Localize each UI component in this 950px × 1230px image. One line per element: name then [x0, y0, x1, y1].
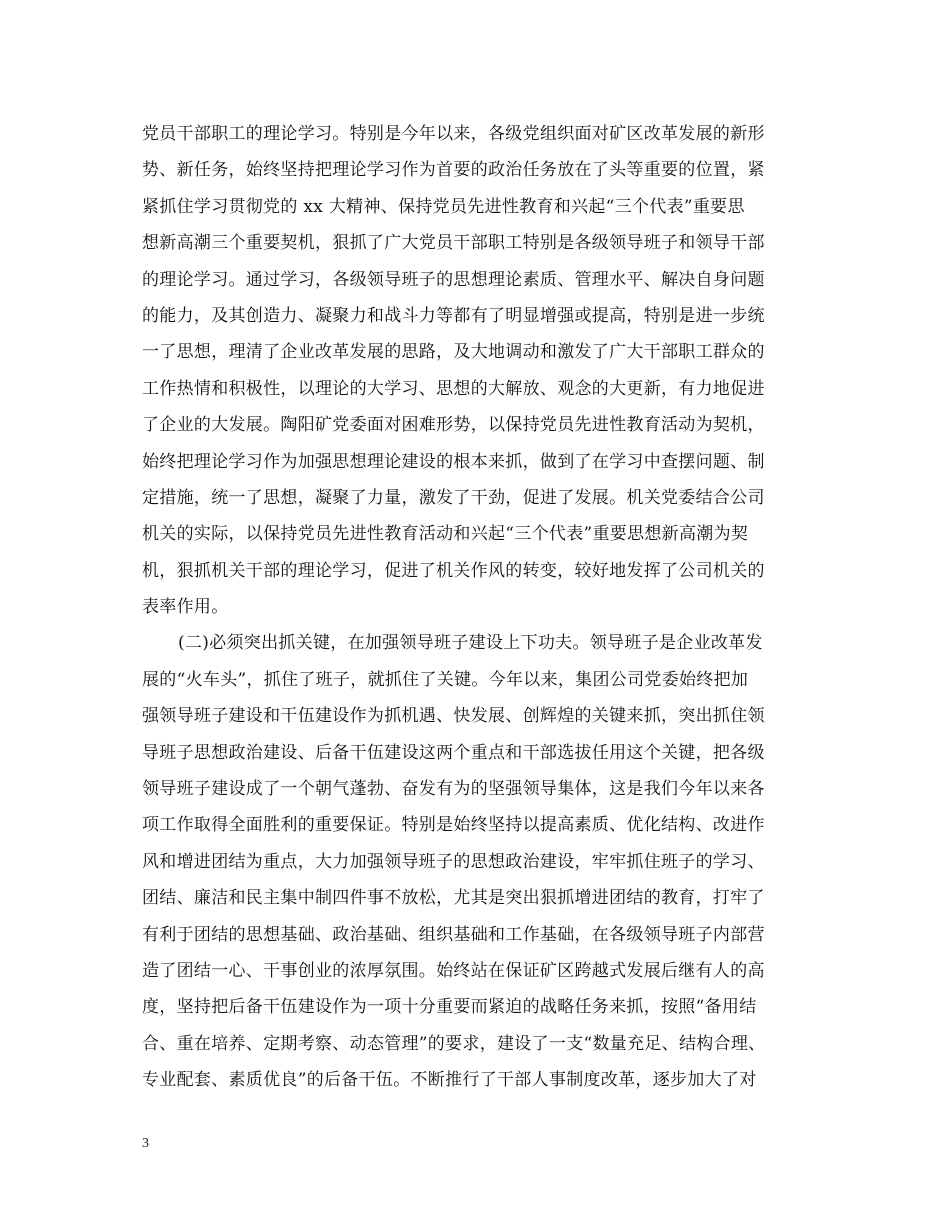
text-line: 团结、廉洁和民主集中制四件事不放松，尤其是突出狠抓增进团结的教育，打牢了	[142, 888, 765, 909]
body-text	[142, 116, 822, 1099]
text-line: 合、重在培养、定期考察、动态管理”的要求，建设了一支“数量充足、结构合理、	[142, 1033, 766, 1054]
text-line: 机，狠抓机关干部的理论学习，促进了机关作风的转变，较好地发挥了公司机关的	[142, 560, 765, 581]
text-line: 展的“火车头”，抓住了班子，就抓住了关键。今年以来，集团公司党委始终把加	[142, 669, 749, 690]
text-line: 专业配套、素质优良”的后备干伍。不断推行了干部人事制度改革，逐步加大了对	[142, 1070, 757, 1091]
text-line: 定措施，统一了思想，凝聚了力量，激发了干劲，促进了发展。机关党委结合公司	[142, 487, 765, 508]
text-line: 势、新任务，始终坚持把理论学习作为首要的政治任务放在了头等重要的位置，紧	[142, 160, 765, 181]
text-line: 党员干部职工的理论学习。特别是今年以来，各级党组织面对矿区改革发展的新形	[142, 124, 765, 144]
text-line: 度，坚持把后备干伍建设作为一项十分重要而紧迫的战略任务来抓，按照“备用结	[142, 997, 757, 1018]
text-line: 一了思想，理清了企业改革发展的思路，及大地调动和激发了广大干部职工群众的	[142, 342, 765, 363]
text-line: 项工作取得全面胜利的重要保证。特别是始终坚持以提高素质、优化结构、改进作	[142, 815, 765, 836]
text-line: 了企业的大发展。陶阳矿党委面对困难形势，以保持党员先进性教育活动为契机，	[142, 415, 765, 436]
text-line: 的能力，及其创造力、凝聚力和战斗力等都有了明显增强或提高，特别是进一步统	[142, 305, 765, 326]
text-line: 想新高潮三个重要契机，狠抓了广大党员干部职工特别是各级领导班子和领导干部	[142, 233, 765, 254]
text-line: 机关的实际，以保持党员先进性教育活动和兴起“三个代表”重要思想新高潮为契	[142, 524, 749, 545]
text-line: 表率作用。	[142, 597, 229, 618]
page-number: 3	[142, 1136, 149, 1151]
text-line: 强领导班子建设和干伍建设作为抓机遇、快发展、创辉煌的关键来抓，突出抓住领	[142, 706, 765, 727]
text-line: 领导班子建设成了一个朝气蓬勃、奋发有为的坚强领导集体，这是我们今年以来各	[142, 779, 765, 800]
text-line: 的理论学习。通过学习，各级领导班子的思想理论素质、管理水平、解决自身问题	[142, 269, 765, 290]
text-line: 工作热情和积极性，以理论的大学习、思想的大解放、观念的大更新，有力地促进	[142, 378, 765, 399]
text-line: 造了团结一心、干事创业的浓厚氛围。始终站在保证矿区跨越式发展后继有人的高	[142, 960, 765, 981]
text-line: 始终把理论学习作为加强思想理论建设的根本来抓，做到了在学习中查摆问题、制	[142, 451, 765, 472]
text-line: 有利于团结的思想基础、政治基础、组织基础和工作基础，在各级领导班子内部营	[142, 924, 765, 945]
text-line: 紧抓住学习贯彻党的 xx 大精神、保持党员先进性教育和兴起“三个代表”重要思	[142, 196, 745, 217]
text-line: 风和增进团结为重点，大力加强领导班子的思想政治建设，牢牢抓住班子的学习、	[142, 851, 765, 872]
paragraph-heading-line: (二)必须突出抓关键，在加强领导班子建设上下功夫。领导班子是企业改革发	[178, 633, 763, 654]
text-line: 导班子思想政治建设、后备干伍建设这两个重点和干部选拔任用这个关键，把各级	[142, 742, 765, 763]
